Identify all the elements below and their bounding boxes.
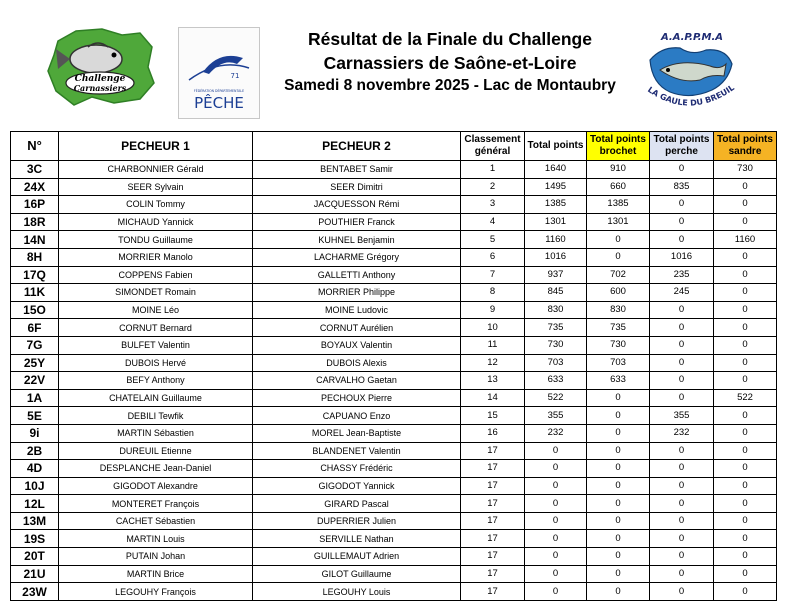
cell-total-points: 0: [525, 565, 587, 583]
header-total-sandre: Total points sandre: [714, 132, 777, 161]
cell-points-brochet: 0: [587, 583, 650, 601]
cell-points-brochet: 0: [587, 248, 650, 266]
cell-total-points: 0: [525, 512, 587, 530]
svg-text:Challenge: Challenge: [74, 74, 126, 84]
cell-pecheur-1: MARTIN Brice: [59, 565, 253, 583]
cell-pecheur-2: LEGOUHY Louis: [253, 583, 461, 601]
cell-pecheur-1: COLIN Tommy: [59, 196, 253, 214]
header-classement-general: Classement général: [461, 132, 525, 161]
cell-points-perche: 245: [650, 284, 714, 302]
table-row: [11, 248, 777, 266]
cell-classement: 17: [461, 495, 525, 513]
table-row: [11, 161, 777, 179]
cell-points-perche: 0: [650, 442, 714, 460]
cell-pecheur-2: BOYAUX Valentin: [253, 336, 461, 354]
cell-pecheur-2: JACQUESSON Rémi: [253, 196, 461, 214]
table-row: [11, 196, 777, 214]
cell-pecheur-2: LACHARME Grégory: [253, 248, 461, 266]
cell-classement: 17: [461, 583, 525, 601]
cell-points-brochet: 830: [587, 301, 650, 319]
cell-total-points: 1640: [525, 161, 587, 179]
title-block: [270, 27, 630, 97]
cell-pecheur-1: CHATELAIN Guillaume: [59, 389, 253, 407]
cell-points-brochet: 660: [587, 178, 650, 196]
table-header-row: [11, 132, 777, 161]
cell-pecheur-2: MORRIER Philippe: [253, 284, 461, 302]
header-total-points: Total points: [525, 132, 587, 161]
cell-classement: 15: [461, 407, 525, 425]
cell-classement: 17: [461, 460, 525, 478]
cell-pecheur-1: MARTIN Louis: [59, 530, 253, 548]
cell-pecheur-2: MOREL Jean-Baptiste: [253, 424, 461, 442]
federation-peche-logo: [178, 27, 260, 119]
cell-classement: 17: [461, 477, 525, 495]
cell-points-sandre: 730: [714, 161, 777, 179]
cell-total-points: 1385: [525, 196, 587, 214]
cell-total-points: 1301: [525, 213, 587, 231]
cell-team-number: 11K: [11, 284, 59, 302]
cell-total-points: 937: [525, 266, 587, 284]
cell-points-perche: 355: [650, 407, 714, 425]
cell-total-points: 0: [525, 477, 587, 495]
table-row: [11, 372, 777, 390]
table-row: [11, 565, 777, 583]
svg-text:A.A.P.P.M.A: A.A.P.P.M.A: [660, 32, 724, 43]
cell-pecheur-1: MARTIN Sébastien: [59, 424, 253, 442]
cell-points-perche: 0: [650, 389, 714, 407]
cell-pecheur-2: KUHNEL Benjamin: [253, 231, 461, 249]
cell-pecheur-2: CARVALHO Gaetan: [253, 372, 461, 390]
cell-total-points: 0: [525, 548, 587, 566]
cell-points-brochet: 0: [587, 548, 650, 566]
cell-team-number: 4D: [11, 460, 59, 478]
cell-classement: 17: [461, 512, 525, 530]
cell-points-sandre: 0: [714, 354, 777, 372]
aappma-gaule-du-breuil-logo: [640, 30, 742, 116]
cell-team-number: 6F: [11, 319, 59, 337]
cell-total-points: 355: [525, 407, 587, 425]
cell-team-number: 3C: [11, 161, 59, 179]
cell-points-sandre: 0: [714, 178, 777, 196]
cell-team-number: 18R: [11, 213, 59, 231]
cell-points-perche: 0: [650, 565, 714, 583]
cell-points-sandre: 0: [714, 248, 777, 266]
cell-team-number: 24X: [11, 178, 59, 196]
cell-pecheur-2: CHASSY Frédéric: [253, 460, 461, 478]
cell-points-sandre: 0: [714, 512, 777, 530]
header-number: N°: [11, 132, 59, 161]
cell-total-points: 633: [525, 372, 587, 390]
cell-pecheur-2: POUTHIER Franck: [253, 213, 461, 231]
cell-team-number: 5E: [11, 407, 59, 425]
cell-pecheur-1: CORNUT Bernard: [59, 319, 253, 337]
cell-team-number: 1A: [11, 389, 59, 407]
cell-team-number: 14N: [11, 231, 59, 249]
table-row: [11, 442, 777, 460]
cell-total-points: 830: [525, 301, 587, 319]
cell-points-brochet: 0: [587, 495, 650, 513]
cell-pecheur-1: SEER Sylvain: [59, 178, 253, 196]
cell-team-number: 15O: [11, 301, 59, 319]
cell-classement: 1: [461, 161, 525, 179]
table-row: [11, 266, 777, 284]
cell-total-points: 232: [525, 424, 587, 442]
cell-classement: 2: [461, 178, 525, 196]
cell-team-number: 10J: [11, 477, 59, 495]
svg-text:LA GAULE DU BREUIL: LA GAULE DU BREUIL: [646, 83, 736, 108]
cell-points-brochet: 702: [587, 266, 650, 284]
cell-team-number: 13M: [11, 512, 59, 530]
cell-points-perche: 0: [650, 301, 714, 319]
cell-points-perche: 0: [650, 336, 714, 354]
results-table: [10, 131, 777, 601]
cell-points-sandre: 0: [714, 477, 777, 495]
svg-text:Carnassiers: Carnassiers: [73, 83, 127, 93]
cell-classement: 6: [461, 248, 525, 266]
cell-team-number: 19S: [11, 530, 59, 548]
cell-points-sandre: 0: [714, 301, 777, 319]
cell-points-brochet: 703: [587, 354, 650, 372]
cell-total-points: 845: [525, 284, 587, 302]
svg-text:71: 71: [230, 72, 240, 80]
cell-points-brochet: 1385: [587, 196, 650, 214]
cell-points-brochet: 0: [587, 530, 650, 548]
table-row: [11, 284, 777, 302]
header-total-brochet: Total points brochet: [587, 132, 650, 161]
cell-points-sandre: 0: [714, 530, 777, 548]
cell-classement: 17: [461, 565, 525, 583]
cell-classement: 12: [461, 354, 525, 372]
cell-team-number: 7G: [11, 336, 59, 354]
cell-team-number: 25Y: [11, 354, 59, 372]
cell-pecheur-2: SERVILLE Nathan: [253, 530, 461, 548]
cell-points-sandre: 0: [714, 495, 777, 513]
event-subtitle: Samedi 8 novembre 2025 - Lac de Montaubry: [284, 77, 616, 94]
cell-pecheur-1: MONTERET François: [59, 495, 253, 513]
cell-points-perche: 0: [650, 213, 714, 231]
header-pecheur-1: PECHEUR 1: [59, 132, 253, 161]
table-row: [11, 583, 777, 601]
cell-points-brochet: 910: [587, 161, 650, 179]
cell-total-points: 1160: [525, 231, 587, 249]
cell-pecheur-2: PECHOUX Pierre: [253, 389, 461, 407]
cell-points-brochet: 0: [587, 424, 650, 442]
cell-classement: 17: [461, 530, 525, 548]
cell-pecheur-2: GUILLEMAUT Adrien: [253, 548, 461, 566]
title-line-1: Résultat de la Finale du Challenge: [308, 29, 592, 49]
table-row: [11, 178, 777, 196]
cell-pecheur-1: BULFET Valentin: [59, 336, 253, 354]
cell-points-sandre: 0: [714, 407, 777, 425]
cell-classement: 3: [461, 196, 525, 214]
cell-points-brochet: 0: [587, 389, 650, 407]
cell-points-perche: 0: [650, 512, 714, 530]
cell-points-sandre: 0: [714, 442, 777, 460]
cell-points-sandre: 1160: [714, 231, 777, 249]
table-row: [11, 336, 777, 354]
cell-points-perche: 235: [650, 266, 714, 284]
cell-total-points: 730: [525, 336, 587, 354]
cell-points-perche: 232: [650, 424, 714, 442]
cell-classement: 16: [461, 424, 525, 442]
cell-classement: 5: [461, 231, 525, 249]
cell-points-brochet: 0: [587, 442, 650, 460]
cell-points-sandre: 522: [714, 389, 777, 407]
cell-pecheur-2: DUBOIS Alexis: [253, 354, 461, 372]
cell-points-sandre: 0: [714, 372, 777, 390]
table-row: [11, 301, 777, 319]
cell-points-brochet: 0: [587, 407, 650, 425]
cell-pecheur-1: BEFY Anthony: [59, 372, 253, 390]
cell-points-perche: 0: [650, 319, 714, 337]
cell-classement: 10: [461, 319, 525, 337]
cell-points-brochet: 633: [587, 372, 650, 390]
table-row: [11, 231, 777, 249]
table-row: [11, 460, 777, 478]
cell-total-points: 0: [525, 530, 587, 548]
cell-points-sandre: 0: [714, 266, 777, 284]
document-header: [0, 0, 789, 128]
cell-pecheur-1: MOINE Léo: [59, 301, 253, 319]
cell-points-brochet: 0: [587, 460, 650, 478]
cell-pecheur-1: DUREUIL Etienne: [59, 442, 253, 460]
cell-classement: 13: [461, 372, 525, 390]
cell-points-perche: 0: [650, 161, 714, 179]
table-row: [11, 213, 777, 231]
cell-team-number: 16P: [11, 196, 59, 214]
cell-points-brochet: 735: [587, 319, 650, 337]
table-row: [11, 495, 777, 513]
table-row: [11, 389, 777, 407]
cell-points-perche: 0: [650, 530, 714, 548]
cell-points-sandre: 0: [714, 336, 777, 354]
cell-points-brochet: 0: [587, 565, 650, 583]
table-row: [11, 424, 777, 442]
cell-total-points: 0: [525, 583, 587, 601]
table-row: [11, 407, 777, 425]
cell-points-sandre: 0: [714, 424, 777, 442]
cell-points-sandre: 0: [714, 196, 777, 214]
cell-points-perche: 0: [650, 372, 714, 390]
table-row: [11, 548, 777, 566]
cell-pecheur-2: GIRARD Pascal: [253, 495, 461, 513]
header-pecheur-2: PECHEUR 2: [253, 132, 461, 161]
cell-classement: 17: [461, 442, 525, 460]
cell-pecheur-1: LEGOUHY François: [59, 583, 253, 601]
cell-pecheur-2: SEER Dimitri: [253, 178, 461, 196]
table-row: [11, 477, 777, 495]
cell-classement: 9: [461, 301, 525, 319]
cell-points-perche: 0: [650, 477, 714, 495]
cell-classement: 14: [461, 389, 525, 407]
cell-points-brochet: 730: [587, 336, 650, 354]
cell-team-number: 8H: [11, 248, 59, 266]
cell-points-perche: 0: [650, 460, 714, 478]
cell-pecheur-2: GALLETTI Anthony: [253, 266, 461, 284]
cell-pecheur-1: COPPENS Fabien: [59, 266, 253, 284]
cell-points-brochet: 0: [587, 512, 650, 530]
cell-pecheur-1: DUBOIS Hervé: [59, 354, 253, 372]
cell-points-sandre: 0: [714, 284, 777, 302]
cell-team-number: 9i: [11, 424, 59, 442]
challenge-carnassiers-logo: [44, 25, 156, 107]
cell-team-number: 22V: [11, 372, 59, 390]
svg-text:PÊCHE: PÊCHE: [194, 94, 244, 112]
cell-points-sandre: 0: [714, 319, 777, 337]
cell-total-points: 1495: [525, 178, 587, 196]
cell-points-perche: 0: [650, 495, 714, 513]
cell-pecheur-2: BENTABET Samir: [253, 161, 461, 179]
cell-pecheur-2: GILOT Guillaume: [253, 565, 461, 583]
cell-total-points: 703: [525, 354, 587, 372]
cell-pecheur-1: DESPLANCHE Jean-Daniel: [59, 460, 253, 478]
table-row: [11, 530, 777, 548]
cell-points-sandre: 0: [714, 213, 777, 231]
cell-points-brochet: 0: [587, 477, 650, 495]
cell-team-number: 23W: [11, 583, 59, 601]
title-line-2: Carnassiers de Saône-et-Loire: [323, 53, 577, 73]
cell-total-points: 522: [525, 389, 587, 407]
cell-total-points: 1016: [525, 248, 587, 266]
cell-pecheur-1: GIGODOT Alexandre: [59, 477, 253, 495]
cell-team-number: 12L: [11, 495, 59, 513]
cell-points-perche: 835: [650, 178, 714, 196]
cell-pecheur-2: BLANDENET Valentin: [253, 442, 461, 460]
cell-classement: 11: [461, 336, 525, 354]
cell-total-points: 0: [525, 495, 587, 513]
cell-points-brochet: 1301: [587, 213, 650, 231]
cell-total-points: 735: [525, 319, 587, 337]
cell-points-sandre: 0: [714, 460, 777, 478]
cell-points-perche: 1016: [650, 248, 714, 266]
cell-points-perche: 0: [650, 548, 714, 566]
cell-points-sandre: 0: [714, 565, 777, 583]
cell-team-number: 21U: [11, 565, 59, 583]
cell-classement: 8: [461, 284, 525, 302]
cell-classement: 7: [461, 266, 525, 284]
cell-team-number: 20T: [11, 548, 59, 566]
cell-team-number: 2B: [11, 442, 59, 460]
cell-points-brochet: 0: [587, 231, 650, 249]
cell-points-brochet: 600: [587, 284, 650, 302]
cell-points-sandre: 0: [714, 548, 777, 566]
cell-points-perche: 0: [650, 354, 714, 372]
svg-text:FÉDÉRATION DÉPARTEMENTALE: FÉDÉRATION DÉPARTEMENTALE: [193, 89, 245, 93]
cell-classement: 4: [461, 213, 525, 231]
cell-total-points: 0: [525, 442, 587, 460]
table-row: [11, 319, 777, 337]
cell-total-points: 0: [525, 460, 587, 478]
cell-pecheur-1: CACHET Sébastien: [59, 512, 253, 530]
cell-pecheur-2: MOINE Ludovic: [253, 301, 461, 319]
cell-pecheur-1: MICHAUD Yannick: [59, 213, 253, 231]
cell-pecheur-2: CAPUANO Enzo: [253, 407, 461, 425]
cell-points-perche: 0: [650, 583, 714, 601]
cell-points-perche: 0: [650, 196, 714, 214]
cell-pecheur-2: DUPERRIER Julien: [253, 512, 461, 530]
cell-pecheur-1: MORRIER Manolo: [59, 248, 253, 266]
table-row: [11, 354, 777, 372]
cell-pecheur-1: DEBILI Tewfik: [59, 407, 253, 425]
table-row: [11, 512, 777, 530]
cell-pecheur-1: TONDU Guillaume: [59, 231, 253, 249]
cell-classement: 17: [461, 548, 525, 566]
header-total-perche: Total points perche: [650, 132, 714, 161]
cell-pecheur-2: GIGODOT Yannick: [253, 477, 461, 495]
cell-pecheur-2: CORNUT Aurélien: [253, 319, 461, 337]
cell-pecheur-1: SIMONDET Romain: [59, 284, 253, 302]
cell-points-perche: 0: [650, 231, 714, 249]
results-body: [11, 161, 777, 601]
cell-team-number: 17Q: [11, 266, 59, 284]
cell-points-sandre: 0: [714, 583, 777, 601]
cell-pecheur-1: PUTAIN Johan: [59, 548, 253, 566]
cell-pecheur-1: CHARBONNIER Gérald: [59, 161, 253, 179]
